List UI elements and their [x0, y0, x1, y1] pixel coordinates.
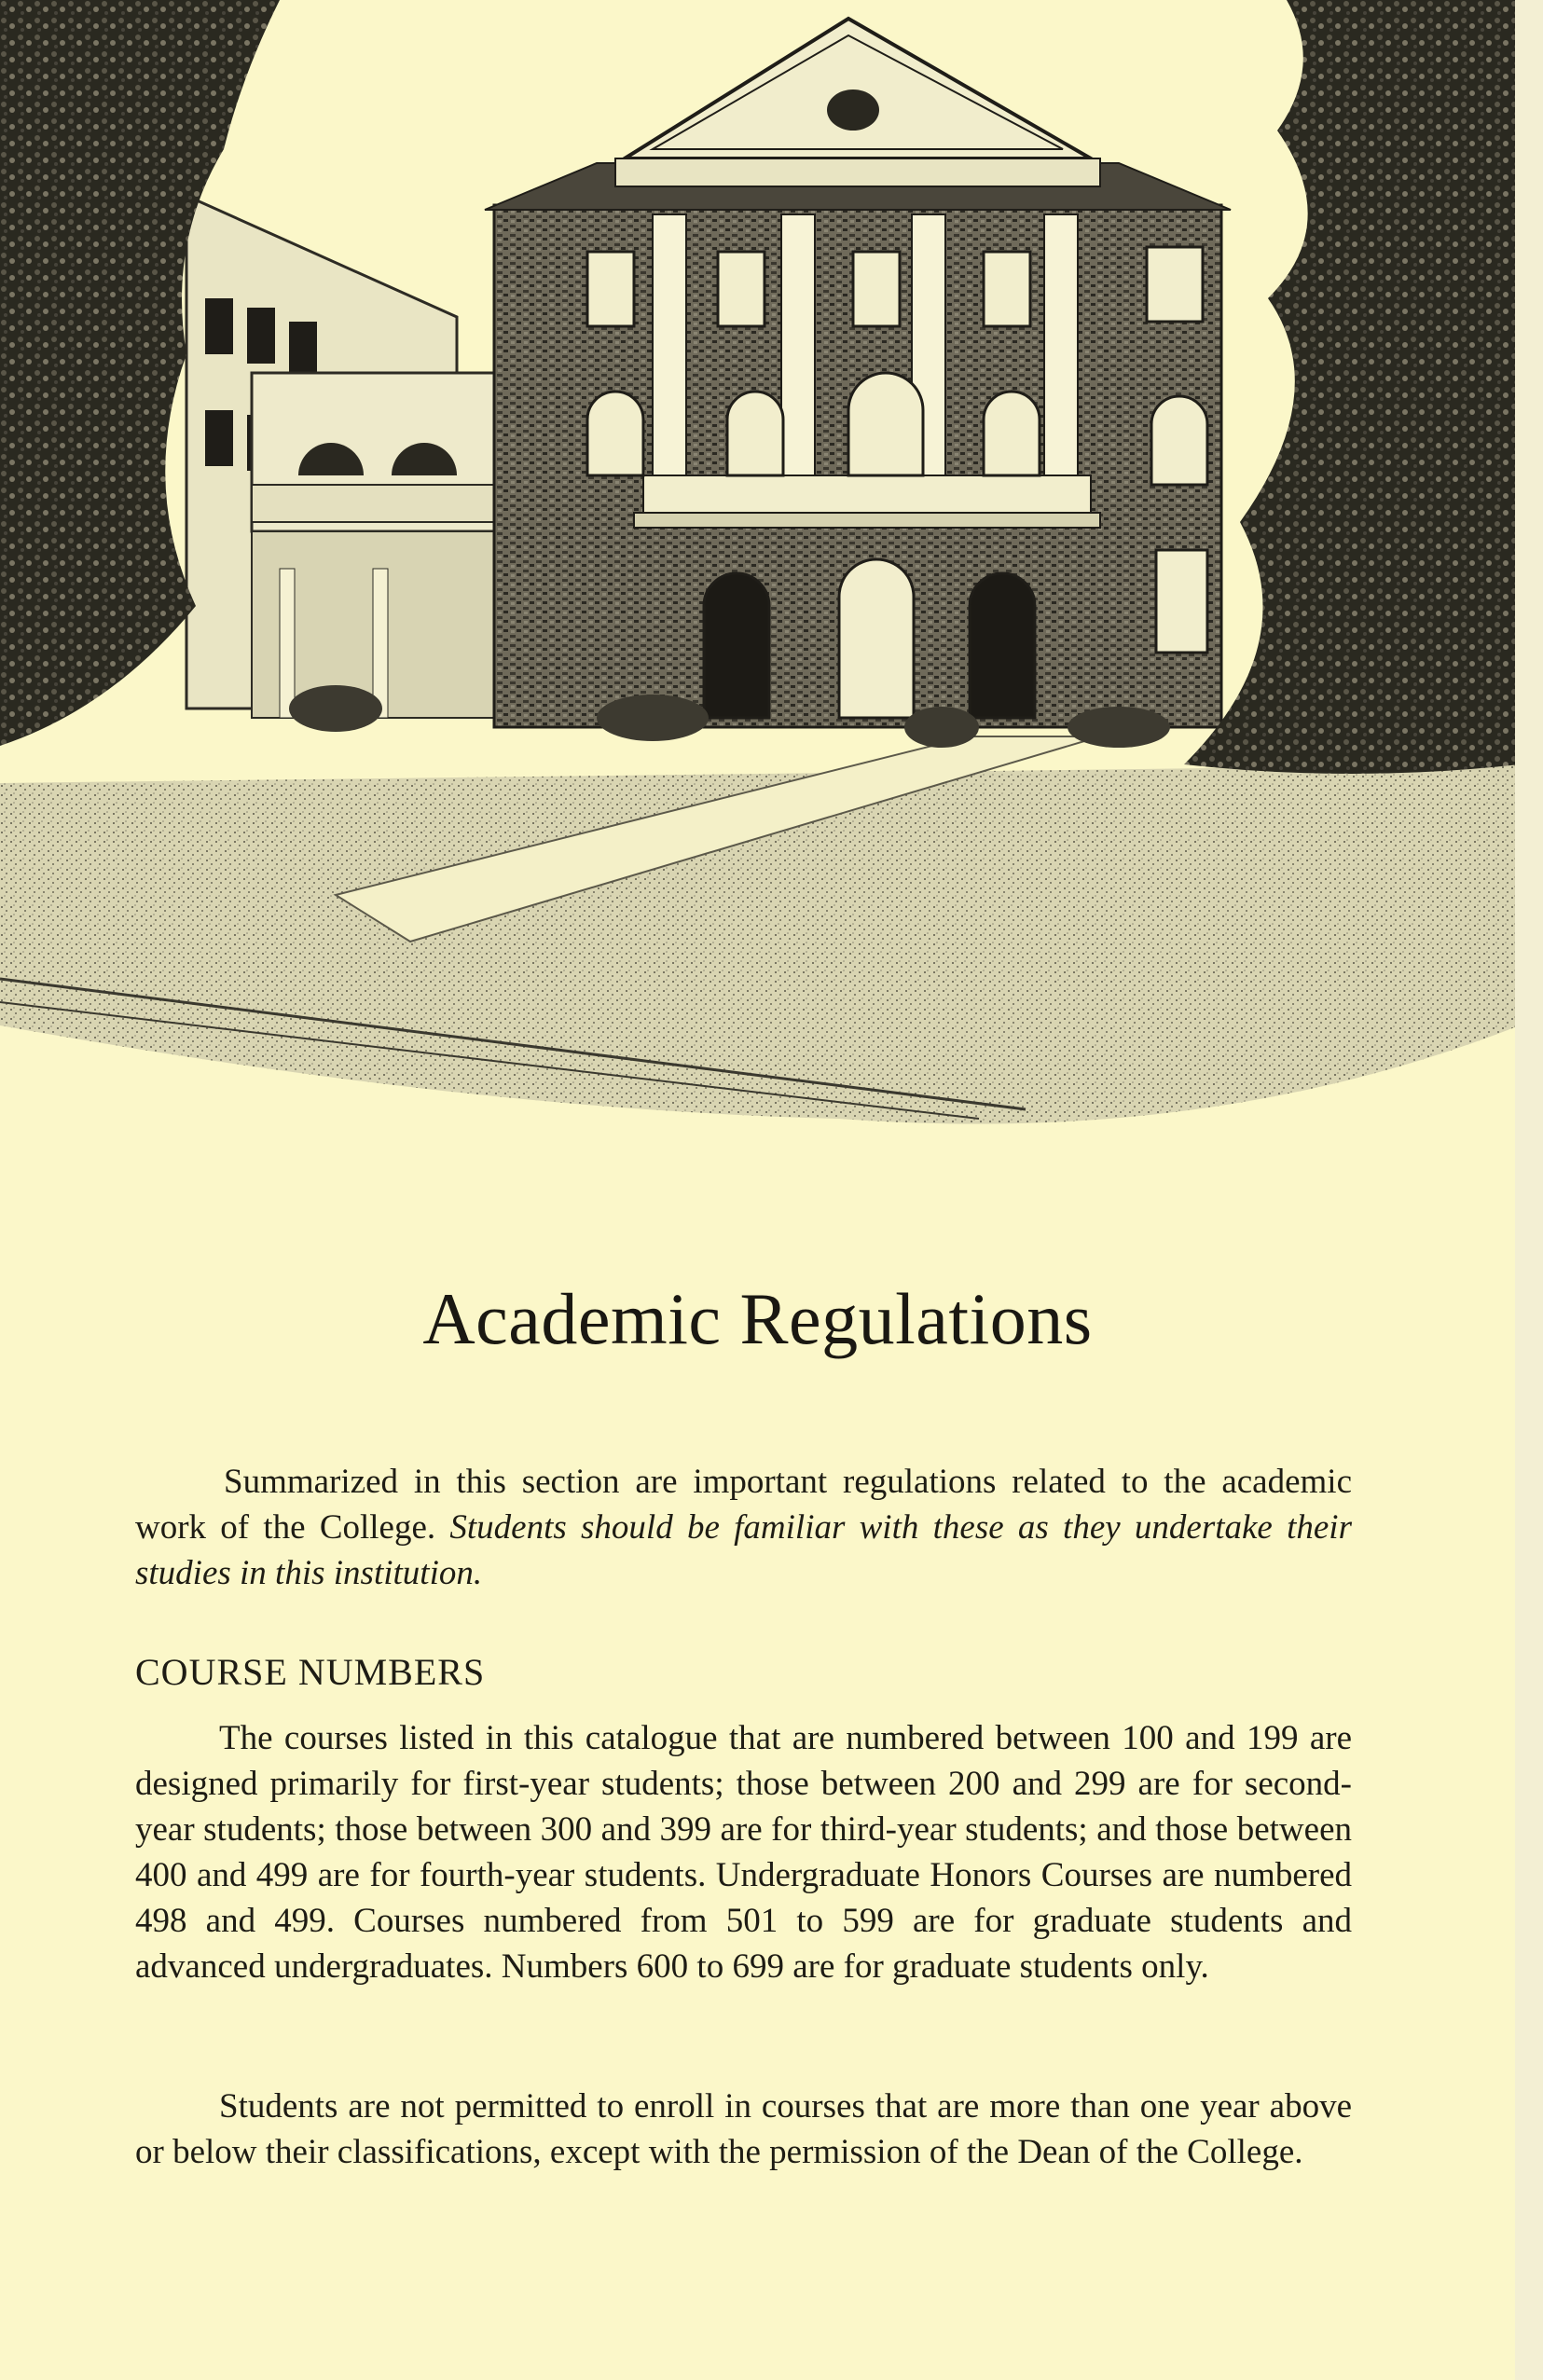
course-numbers-paragraph: The courses listed in this catalogue that are numbered between 100 and 199 are designed primarily for first-year students; those between 200 and 299 are for second-year students; those between 300 and 399 are for third-year students; and those between 400 and 499 are for fourth-year students. Undergraduate Honors Courses are numbered 498 and 499. Courses numbered from 501 to 599 are for graduate students and advanced undergraduates. Numbers 600 to 699 are for graduate students only. — [135, 1719, 1352, 1986]
intro-regular-text: Summarized in this section are important regulations related to the academic work of the College. — [135, 1463, 1352, 1547]
intro-italic-text: Students should be familiar with these as they undertake their studies in this institution. — [135, 1508, 1352, 1592]
page-edge-strip — [1515, 0, 1543, 2380]
intro-paragraph — [135, 1459, 1352, 1596]
section-heading: COURSE NUMBERS — [135, 1651, 486, 1693]
college-building-illustration — [0, 0, 1520, 1165]
building-drawing — [0, 0, 1520, 1165]
enrollment-rule-paragraph: Students are not permitted to enroll in courses that are more than one year above or below their classifications, except with the permission of the Dean of the College. — [135, 2087, 1352, 2171]
page-title: Academic Regulations — [422, 1278, 1093, 1359]
